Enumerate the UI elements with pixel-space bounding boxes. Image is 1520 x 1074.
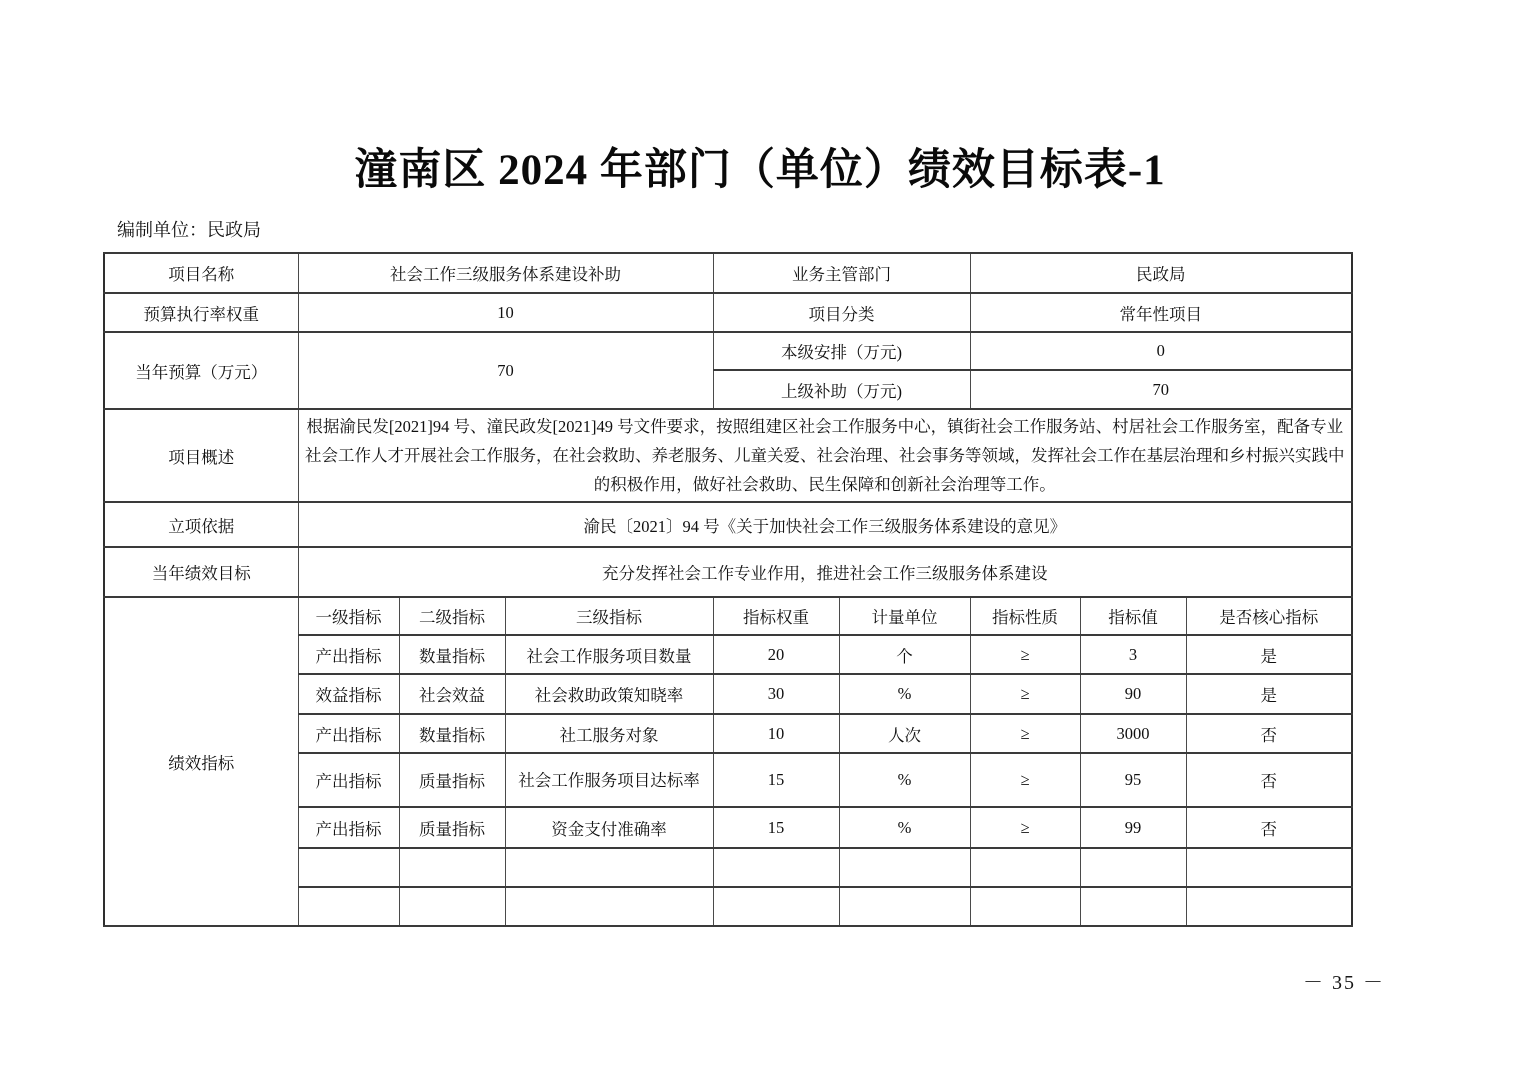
indicator-cell [970, 887, 1080, 926]
indicator-cell: 3000 [1080, 714, 1186, 753]
indicator-cell: 20 [713, 635, 839, 674]
category-value: 常年性项目 [970, 293, 1352, 332]
indicator-cell: 数量指标 [399, 635, 505, 674]
header-core: 是否核心指标 [1186, 597, 1352, 635]
dept-value: 民政局 [970, 253, 1352, 293]
indicator-cell: 90 [1080, 674, 1186, 714]
row-goal [104, 547, 1352, 597]
indicator-cell: 社会工作服务项目达标率 [505, 753, 713, 807]
indicator-cell: ≥ [970, 635, 1080, 674]
category-label: 项目分类 [713, 293, 970, 332]
indicator-cell: % [839, 674, 970, 714]
indicator-cell [1080, 848, 1186, 887]
indicator-cell: 人次 [839, 714, 970, 753]
project-name-value: 社会工作三级服务体系建设补助 [298, 253, 713, 293]
indicator-cell: ≥ [970, 753, 1080, 807]
indicator-cell: % [839, 807, 970, 848]
prepared-by-label: 编制单位：民政局 [117, 220, 261, 240]
header-value: 指标值 [1080, 597, 1186, 635]
indicator-cell: 社工服务对象 [505, 714, 713, 753]
header-unit: 计量单位 [839, 597, 970, 635]
indicator-cell: 产出指标 [298, 635, 399, 674]
basis-text: 渝民〔2021〕94 号《关于加快社会工作三级服务体系建设的意见》 [298, 502, 1352, 547]
overview-label: 项目概述 [104, 409, 298, 502]
header-level2: 二级指标 [399, 597, 505, 635]
indicator-cell: 15 [713, 753, 839, 807]
indicator-cell: 社会效益 [399, 674, 505, 714]
indicator-cell [1186, 887, 1352, 926]
indicator-cell [970, 848, 1080, 887]
row-annual-budget-local [104, 332, 1352, 370]
indicator-cell [399, 887, 505, 926]
header-level3: 三级指标 [505, 597, 713, 635]
indicator-cell: 产出指标 [298, 714, 399, 753]
annual-budget-label: 当年预算（万元） [104, 332, 298, 409]
indicator-cell [839, 887, 970, 926]
dept-label: 业务主管部门 [713, 253, 970, 293]
indicator-cell: 15 [713, 807, 839, 848]
indicator-cell: 否 [1186, 714, 1352, 753]
indicator-cell: 质量指标 [399, 807, 505, 848]
row-basis [104, 502, 1352, 547]
row-budget-rate [104, 293, 1352, 332]
indicator-cell [1186, 848, 1352, 887]
overview-text: 根据渝民发[2021]94 号、潼民政发[2021]49 号文件要求，按照组建区社会工作服务中心，镇街社会工作服务站、村居社会工作服务室，配备专业社会工作人才开展社会工作服务，在社会救助、养老服务、儿童关爱、社会治理、社会事务等领域，发挥社会工作在基层治理和乡村振兴实践中的积极作用，做好社会救助、民生保障和创新社会治理等工作。 [298, 409, 1352, 502]
goal-text: 充分发挥社会工作专业作用，推进社会工作三级服务体系建设 [298, 547, 1352, 597]
indicator-section-label: 绩效指标 [104, 597, 298, 926]
indicator-cell: % [839, 753, 970, 807]
header-nature: 指标性质 [970, 597, 1080, 635]
superior-subsidy-label: 上级补助（万元) [713, 370, 970, 409]
indicator-cell: 否 [1186, 807, 1352, 848]
page-title: 潼南区 2024 年部门（单位）绩效目标表-1 [354, 147, 1166, 194]
indicator-cell: 10 [713, 714, 839, 753]
header-level1: 一级指标 [298, 597, 399, 635]
page-number: － 35 － [1303, 972, 1385, 994]
indicator-cell: ≥ [970, 714, 1080, 753]
header-weight: 指标权重 [713, 597, 839, 635]
local-arrangement-label: 本级安排（万元) [713, 332, 970, 370]
budget-rate-label: 预算执行率权重 [104, 293, 298, 332]
indicator-cell [713, 848, 839, 887]
superior-subsidy-value: 70 [970, 370, 1352, 409]
row-project-name [104, 253, 1352, 293]
indicator-cell: 质量指标 [399, 753, 505, 807]
goal-label: 当年绩效目标 [104, 547, 298, 597]
indicator-cell: 资金支付准确率 [505, 807, 713, 848]
indicator-cell [505, 887, 713, 926]
indicator-cell: 99 [1080, 807, 1186, 848]
row-overview [104, 409, 1352, 502]
performance-target-table [103, 252, 1353, 927]
indicator-cell: 95 [1080, 753, 1186, 807]
indicator-cell: 3 [1080, 635, 1186, 674]
indicator-header-row [104, 597, 1352, 635]
indicator-cell [713, 887, 839, 926]
budget-rate-value: 10 [298, 293, 713, 332]
indicator-cell: 个 [839, 635, 970, 674]
project-name-label: 项目名称 [104, 253, 298, 293]
indicator-cell [839, 848, 970, 887]
indicator-cell [399, 848, 505, 887]
indicator-cell: 社会工作服务项目数量 [505, 635, 713, 674]
indicator-cell: 产出指标 [298, 807, 399, 848]
indicator-cell: ≥ [970, 807, 1080, 848]
basis-label: 立项依据 [104, 502, 298, 547]
indicator-cell: ≥ [970, 674, 1080, 714]
indicator-cell: 否 [1186, 753, 1352, 807]
indicator-cell: 社会救助政策知晓率 [505, 674, 713, 714]
indicator-cell [1080, 887, 1186, 926]
indicator-cell [298, 848, 399, 887]
indicator-cell: 数量指标 [399, 714, 505, 753]
indicator-cell [298, 887, 399, 926]
local-arrangement-value: 0 [970, 332, 1352, 370]
indicator-cell: 是 [1186, 674, 1352, 714]
indicator-cell: 30 [713, 674, 839, 714]
annual-budget-value: 70 [298, 332, 713, 409]
indicator-cell [505, 848, 713, 887]
indicator-cell: 效益指标 [298, 674, 399, 714]
indicator-cell: 产出指标 [298, 753, 399, 807]
indicator-cell: 是 [1186, 635, 1352, 674]
